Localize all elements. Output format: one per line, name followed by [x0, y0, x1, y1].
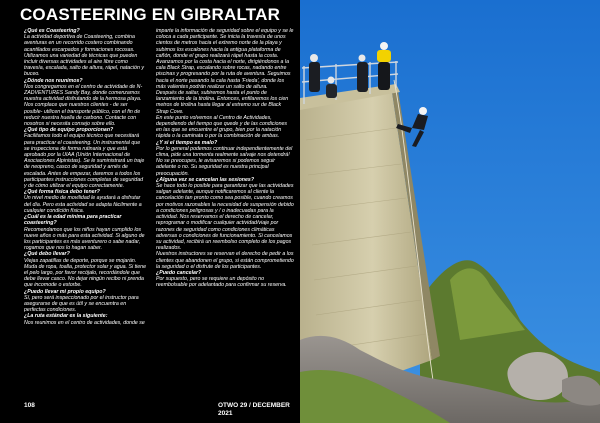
issue-label: OTWO 29 / DECEMBER 2021	[218, 402, 290, 417]
question-heading: ¿Alguna vez se cancelan las sesiones?	[156, 176, 255, 183]
paragraph: Se hace todo lo posible para garantizar que las actividades salgan adelante, aunque notificaremos al cliente la cancelación tan pronto como sea posible, cuando creamos por motivos razonables la necesidad de suspensión debido a condiciones peligrosas y / o inadecuadas para la actividad. Nos reservamos el derecho de cancelar, reprogramar o modificar cualquier actividad/viaje por razones de seguridad como condiciones climáticas adversas o condiciones de funcionamiento. Si cancelamos su actividad, recibirá un reembolso completo de los pagos realizados.	[156, 183, 294, 252]
paragraph: Avanzamos por la costa hacia el norte, dirigiéndonos a la cala Black Strap, escalando sobre rocas, nadando entre piscinas y progresando por la ruta de aventura. Seguimos hacia el norte pasando la cala hasta 'Frieda', donde los más valientes podrán realizar un salto de altura.	[156, 59, 291, 90]
text-column-left	[24, 28, 146, 390]
question-heading: ¿Cuál es la edad mínima para practicar coasteering?	[24, 214, 122, 227]
question-heading: ¿Puedo llevar mi propio equipo?	[24, 288, 106, 295]
question-heading: ¿Qué es Coasteering?	[24, 28, 80, 34]
paragraph: La actividad deportiva de Coasteering, combina aventuras en un recorrido costero combinando acantilados escarpados y formaciones rocosas. Utilizamos una variedad de técnicas que pueden incluir diversas actividades al aire libre como travesía, escalada, salto de altura, rápel, natación y buceo.	[24, 34, 144, 78]
text-column-right	[156, 28, 294, 390]
paragraph: Viejas zapatillas de deporte, porque se mojarán. Muda de ropa, toalla, protector solar y agua. Si tiene el pelo largo, por favor recójalo, recordándole que debe llevar casco. No dejar ningún recibo ni prenda que incomode o estorbe.	[24, 257, 146, 289]
question-heading: ¿Qué tipo de equipo proporcionan?	[24, 127, 114, 134]
paragraph: Facilitamos todo el equipo técnico que necesitará para practicar el coasteering. Un instrumental que se inspecciona de forma rutinaria y que está aprobado por la UIAA (Unión Internacional de Asociaciones Alpinistas). Se le suministrará un traje de neopreno, casco de seguridad y arnés de escalada. Antes de empezar, daremos a todos los participantes instrucciones completas de seguridad y de cómo utilizar el equipo correctamente.	[24, 133, 145, 190]
paragraph: Nos reunimos en el centro de actividades, donde se	[24, 319, 145, 326]
paragraph: Sí, pero será inspeccionado por el instructor para asegurarse de que es útil y se encuentra en perfectas condiciones.	[24, 294, 139, 314]
paragraph: Por lo general podemos continuar independientemente del clima, pide una tormenta realmente salvaje nos detendrá! No se preocupes, le avisaremos si podemos seguir adelante o no. Su seguridad es nuestra principal preocupación.	[156, 145, 293, 177]
article-photo	[300, 0, 600, 423]
paragraph: imparte la información de seguridad sobre el equipo y se le coloca a cada participante. Se inicia la travesía de unos cientos de metros hacia el extremo norte de la playa y subimos los escalones hacia la antigua plataforma de cañón, donde el grupo realizará rápel hasta la costa.	[156, 28, 294, 59]
article-title: COASTEERING EN GIBRALTAR	[19, 5, 281, 24]
question-heading: ¿Qué forma física debo tener?	[24, 189, 100, 196]
paragraph: Por supuesto, pero se requiere un depósito no reembolsable por adelantado para confirmar su reserva.	[156, 276, 287, 289]
paragraph: En este punto volvemos al Centro de Actividades, dependiendo del tiempo que quede y de las condiciones en las que se encuentre el grupo, bien por la natación rápida o la caminata o por la combinación de ambas.	[156, 114, 288, 140]
question-heading: ¿Y si el tiempo es malo?	[156, 139, 218, 146]
question-heading: ¿La ruta estándar es la siguiente:	[24, 313, 108, 320]
coasteering-photo	[300, 0, 600, 423]
paragraph: Nos congregamos en el centro de actividade de N-ZADVENTURES Sandy Bay, donde comenzamos nuestra actividad disfrutando de la hermosa playa. Nos complace que nuestros clientes - de ser posible- utilicen el transporte público, con el fin de reducir nuestra huella de carbono. Contacte con nosotros si necesita consejo sobre ello.	[24, 83, 143, 128]
question-heading: ¿Puedo cancelar?	[156, 269, 202, 276]
paragraph: Nuestros instructores se reservan el derecho de pedir a los clientes que abandonen el grupo, si están comprometiendo la seguridad o el disfrute de los participantes.	[156, 251, 294, 270]
question-heading: ¿Qué debo llevar?	[24, 251, 70, 258]
paragraph: Después de saltar, subiremos hasta el punto de lanzamiento de la tirolina. Entonces, enfilaremos los cien metros de tirolina hasta llegar al extremo sur de Black Strap Cove.	[156, 90, 289, 115]
question-heading: ¿Dónde nos reunimos?	[24, 77, 83, 84]
paragraph: Un nivel medio de movilidad le ayudará a disfrutar del día. Pero esta actividad se adapta fácilmente a cualquier condición física.	[24, 195, 142, 214]
paragraph: Recomendamos que los niños hayan cumplido los nueve años o más para esta actividad. Si alguno de los participantes es más aventurero o sabe nadar, rogamos que nos lo hagan saber.	[24, 226, 145, 252]
page-number: 108	[24, 402, 35, 409]
